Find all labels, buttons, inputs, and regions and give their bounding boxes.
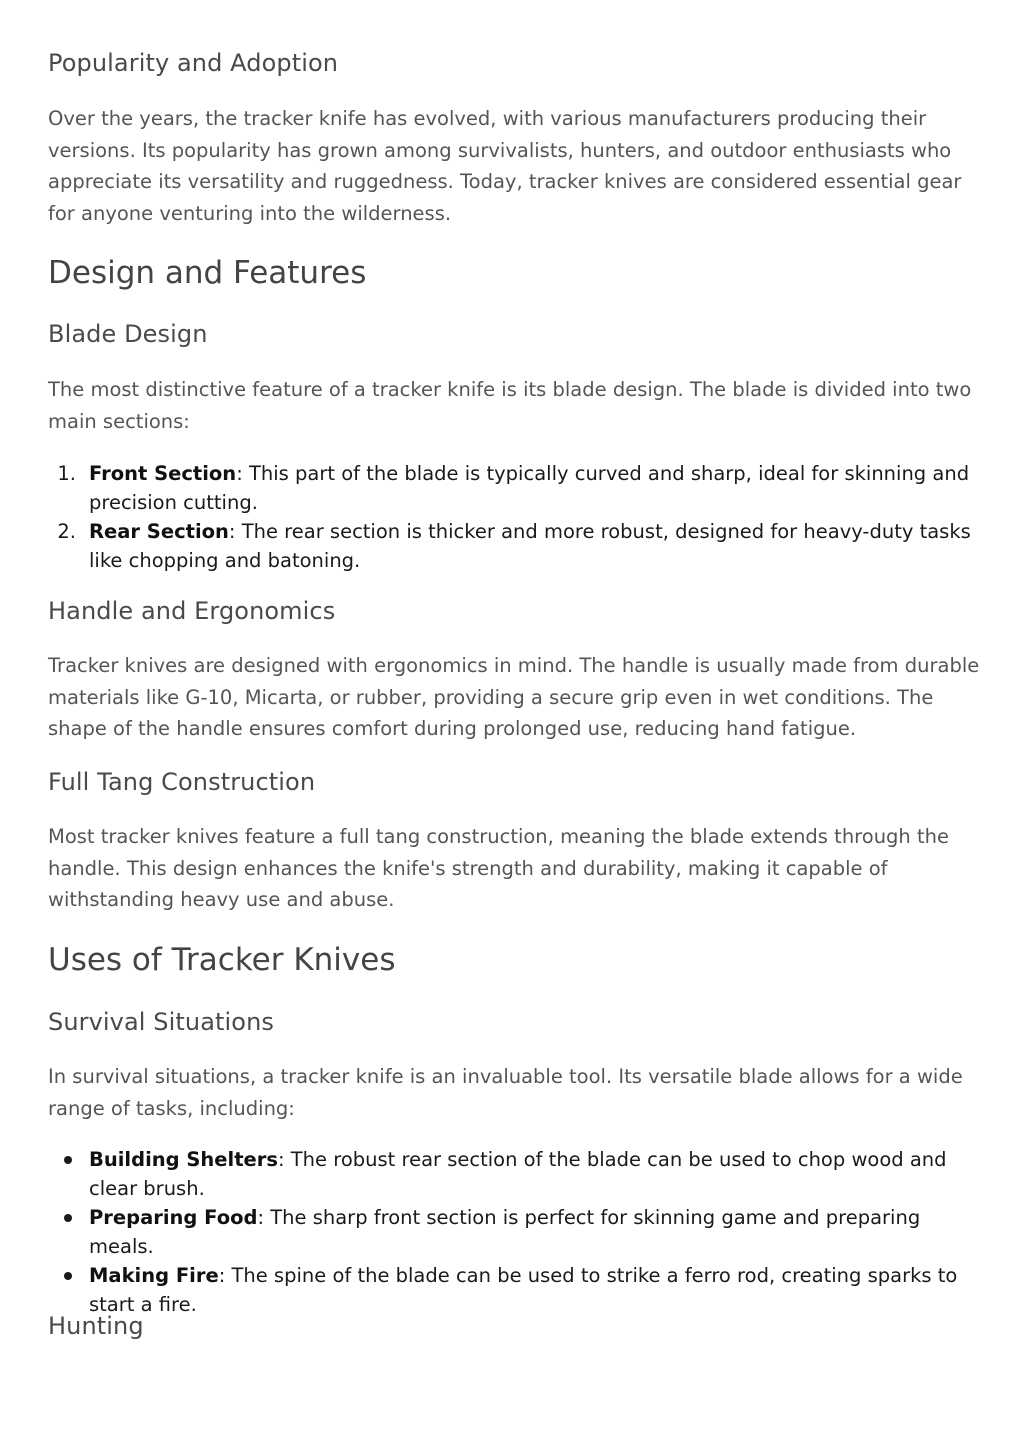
list-term: Building Shelters (89, 1148, 278, 1171)
design-heading: Design and Features (48, 255, 367, 291)
blade-sections-list (48, 459, 980, 575)
bullet-icon (64, 1156, 72, 1164)
survival-tasks-list (48, 1145, 980, 1319)
list-description: : This part of the blade is typically curved and sharp, ideal for skinning and precision cutting. (89, 462, 970, 514)
popularity-heading: Popularity and Adoption (48, 49, 339, 77)
tang-paragraph: Most tracker knives feature a full tang construction, meaning the blade extends through the handle. This design enhances the knife's strength and durability, making it capable of withstanding heavy use and abuse. (48, 825, 949, 911)
handle-paragraph: Tracker knives are designed with ergonomics in mind. The handle is usually made from durable materials like G-10, Micarta, or rubber, providing a secure grip even in wet conditions. The shape of the handle ensures comfort during prolonged use, reducing hand fatigue. (48, 654, 980, 740)
list-item (48, 1145, 980, 1203)
list-term: Making Fire (89, 1264, 219, 1287)
survival-paragraph: In survival situations, a tracker knife is an invaluable tool. Its versatile blade allows for a wide range of tasks, including: (48, 1065, 963, 1120)
tang-heading: Full Tang Construction (48, 768, 316, 796)
list-number: 2. (57, 520, 76, 543)
list-item (48, 1261, 980, 1319)
uses-heading: Uses of Tracker Knives (48, 942, 396, 978)
list-description: : The robust rear section of the blade can be used to chop wood and clear brush. (89, 1148, 947, 1200)
list-term: Front Section (89, 462, 237, 485)
blade-heading: Blade Design (48, 320, 208, 348)
hunting-heading: Hunting (48, 1312, 144, 1340)
bullet-icon (64, 1214, 72, 1222)
list-number: 1. (57, 462, 76, 485)
list-description: : The sharp front section is perfect for skinning game and preparing meals. (89, 1206, 921, 1258)
list-term: Rear Section (89, 520, 229, 543)
list-description: : The rear section is thicker and more robust, designed for heavy-duty tasks like chopping and batoning. (89, 520, 971, 572)
list-item (48, 517, 980, 575)
list-description: : The spine of the blade can be used to strike a ferro rod, creating sparks to start a fire. (89, 1264, 958, 1316)
handle-heading: Handle and Ergonomics (48, 597, 336, 625)
popularity-paragraph: Over the years, the tracker knife has evolved, with various manufacturers producing their versions. Its popularity has grown among survivalists, hunters, and outdoor enthusiasts who appreciate its versatility and ruggedness. Today, tracker knives are considered essential gear for anyone venturing into the wilderness. (48, 107, 962, 225)
survival-heading: Survival Situations (48, 1008, 274, 1036)
list-term: Preparing Food (89, 1206, 258, 1229)
list-item (48, 459, 980, 517)
bullet-icon (64, 1272, 72, 1280)
blade-paragraph: The most distinctive feature of a tracker knife is its blade design. The blade is divided into two main sections: (48, 378, 972, 433)
list-item (48, 1203, 980, 1261)
